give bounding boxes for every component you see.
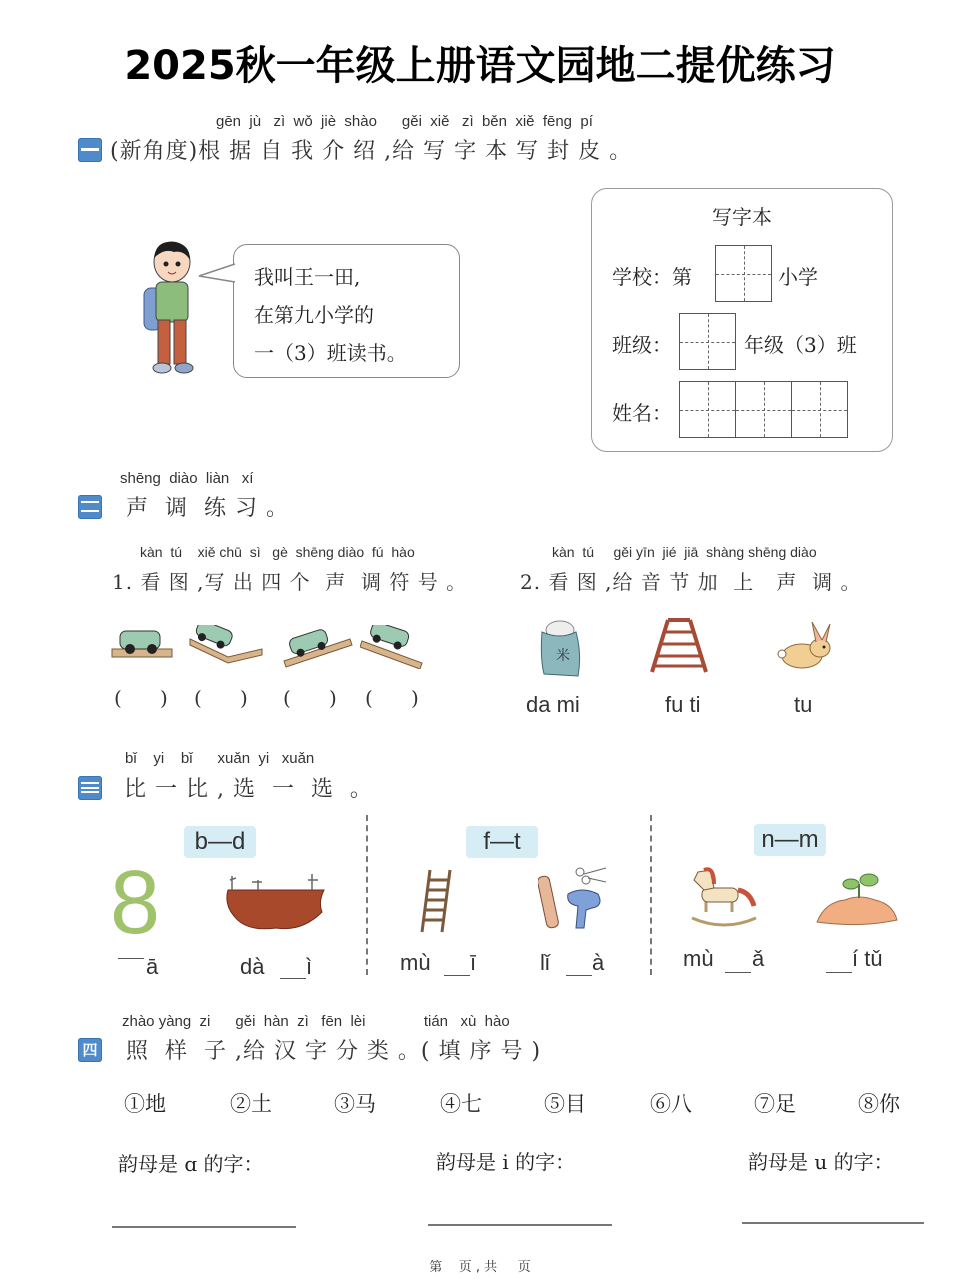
pit-icon bbox=[222, 872, 330, 940]
char-item-5: ⑤目 bbox=[544, 1092, 586, 1116]
answer-line-i[interactable] bbox=[428, 1224, 612, 1226]
school-suffix: 小学 bbox=[778, 265, 818, 289]
sub2-pinyin: kàn tú gěi yīn jié jiā shàng shēng diào bbox=[552, 544, 817, 560]
syllable-mu-2: mù bbox=[683, 946, 714, 971]
section2-number-badge bbox=[78, 495, 102, 519]
rabbit-icon bbox=[776, 620, 836, 676]
word-futi: fu ti bbox=[665, 692, 701, 717]
syllable-i-1: ī bbox=[470, 950, 477, 975]
blank-di[interactable] bbox=[280, 978, 306, 979]
syllable-da: dà bbox=[240, 954, 265, 979]
divider-1 bbox=[366, 815, 368, 975]
boy-illustration-icon bbox=[136, 238, 206, 378]
class-label: 班级： bbox=[612, 333, 672, 357]
sub2-prompt: 2. 看 图 ,给 音 节 加 上 声 调 。 bbox=[520, 570, 862, 594]
comb-dryer-scissors-icon bbox=[538, 866, 610, 938]
blank-ma[interactable] bbox=[725, 972, 751, 973]
blank-ni[interactable] bbox=[826, 972, 852, 973]
answer-line-u[interactable] bbox=[742, 1222, 924, 1224]
sub1-prompt: 1. 看 图 ,写 出 四 个 声 调 符 号 。 bbox=[112, 570, 468, 594]
speech-line-1: 我叫王一田, bbox=[254, 265, 361, 289]
section4-prompt: 照 样 子 ,给 汉 字 分 类 。( 填 序 号 ) bbox=[126, 1039, 542, 1064]
char-item-7: ⑦足 bbox=[754, 1092, 796, 1116]
blank-fa[interactable] bbox=[566, 975, 592, 976]
syllable-mu-1: mù bbox=[400, 950, 431, 975]
char-item-3: ③马 bbox=[334, 1092, 376, 1116]
section4-number-badge: 四 bbox=[78, 1038, 102, 1062]
school-number-cell[interactable] bbox=[715, 245, 772, 302]
sprout-soil-icon bbox=[815, 872, 899, 932]
name-cell-1[interactable] bbox=[679, 381, 736, 438]
section2-pinyin: shēng diào liàn xí bbox=[120, 470, 254, 487]
char-item-8: ⑧你 bbox=[858, 1092, 900, 1116]
step-ladder-icon bbox=[650, 618, 710, 678]
blank-ti[interactable] bbox=[444, 975, 470, 976]
rocking-horse-icon bbox=[688, 866, 760, 934]
category-i-label: 韵母是 i 的字： bbox=[436, 1150, 576, 1174]
digit-eight-image: 8 bbox=[110, 853, 161, 953]
word-tu: tu bbox=[794, 692, 813, 717]
syllable-a: ā bbox=[146, 954, 159, 979]
syllable-a-4: à bbox=[592, 950, 605, 975]
char-item-2: ②土 bbox=[230, 1092, 272, 1116]
speech-bubble-tail bbox=[198, 262, 236, 290]
school-label: 学校：第 bbox=[612, 265, 692, 289]
car-uphill-icon bbox=[282, 625, 354, 673]
section1-prompt: (新角度)根 据 自 我 介 绍 ,给 写 字 本 写 封 皮 。 bbox=[110, 139, 633, 164]
section3-prompt: 比 一 比 , 选 一 选 。 bbox=[124, 777, 373, 802]
section1-number-badge bbox=[78, 138, 102, 162]
section4-pinyin: zhào yàng zi gěi hàn zì fēn lèi tián xù hào bbox=[122, 1013, 510, 1030]
speech-line-2: 在第九小学的 bbox=[254, 303, 374, 327]
section1-pinyin: gēn jù zì wǒ jiè shào gěi xiě zì běn xiě fēng pí bbox=[216, 113, 593, 130]
car-down-up-icon bbox=[188, 625, 266, 669]
ladder-icon bbox=[420, 868, 456, 938]
car-flat-icon bbox=[110, 625, 174, 665]
blank-ba[interactable] bbox=[118, 958, 144, 959]
page-footer: 第 页 , 共 页 bbox=[429, 1260, 531, 1275]
sub1-pinyin: kàn tú xiě chū sì gè shēng diào fú hào bbox=[140, 544, 415, 560]
class-suffix: 年级（3）班 bbox=[744, 333, 857, 357]
category-a-label: 韵母是 ɑ 的字： bbox=[118, 1152, 264, 1176]
answer-line-a[interactable] bbox=[112, 1226, 296, 1228]
tone-blank-4[interactable]: ( ) bbox=[365, 686, 419, 710]
syllable-i: ì bbox=[306, 954, 313, 979]
cover-heading: 写字本 bbox=[712, 205, 772, 229]
section3-number-badge bbox=[78, 776, 102, 800]
syllable-i-tu: í tǔ bbox=[852, 946, 883, 971]
pair-n-m: n—m bbox=[754, 824, 826, 856]
grade-cell[interactable] bbox=[679, 313, 736, 370]
category-u-label: 韵母是 u 的字： bbox=[748, 1150, 894, 1174]
word-dami: da mi bbox=[526, 692, 580, 717]
char-item-4: ④七 bbox=[440, 1092, 482, 1116]
section2-prompt: 声 调 练 习 。 bbox=[126, 496, 289, 521]
notebook-cover-box bbox=[591, 188, 893, 452]
page-title: 2025秋一年级上册语文园地二提优练习 bbox=[124, 43, 836, 89]
name-label: 姓名： bbox=[612, 401, 672, 425]
char-item-1: ①地 bbox=[124, 1092, 166, 1116]
speech-line-3: 一（3）班读书。 bbox=[254, 341, 407, 365]
rice-bag-icon bbox=[536, 618, 584, 682]
pair-b-d: b—d bbox=[184, 826, 256, 858]
name-cell-3[interactable] bbox=[791, 381, 848, 438]
section3-pinyin: bǐ yi bǐ xuǎn yi xuǎn bbox=[125, 750, 315, 767]
tone-blank-2[interactable]: ( ) bbox=[194, 686, 248, 710]
speech-bubble bbox=[233, 244, 460, 378]
syllable-a-3: ǎ bbox=[752, 946, 765, 971]
car-downhill-icon bbox=[360, 625, 424, 673]
tone-blank-3[interactable]: ( ) bbox=[283, 686, 337, 710]
name-cell-2[interactable] bbox=[735, 381, 792, 438]
syllable-li: lǐ bbox=[540, 950, 550, 975]
tone-blank-1[interactable]: ( ) bbox=[114, 686, 168, 710]
divider-2 bbox=[650, 815, 652, 975]
char-item-6: ⑥八 bbox=[650, 1092, 692, 1116]
pair-f-t: f—t bbox=[466, 826, 538, 858]
svg-text:米: 米 bbox=[556, 648, 570, 664]
